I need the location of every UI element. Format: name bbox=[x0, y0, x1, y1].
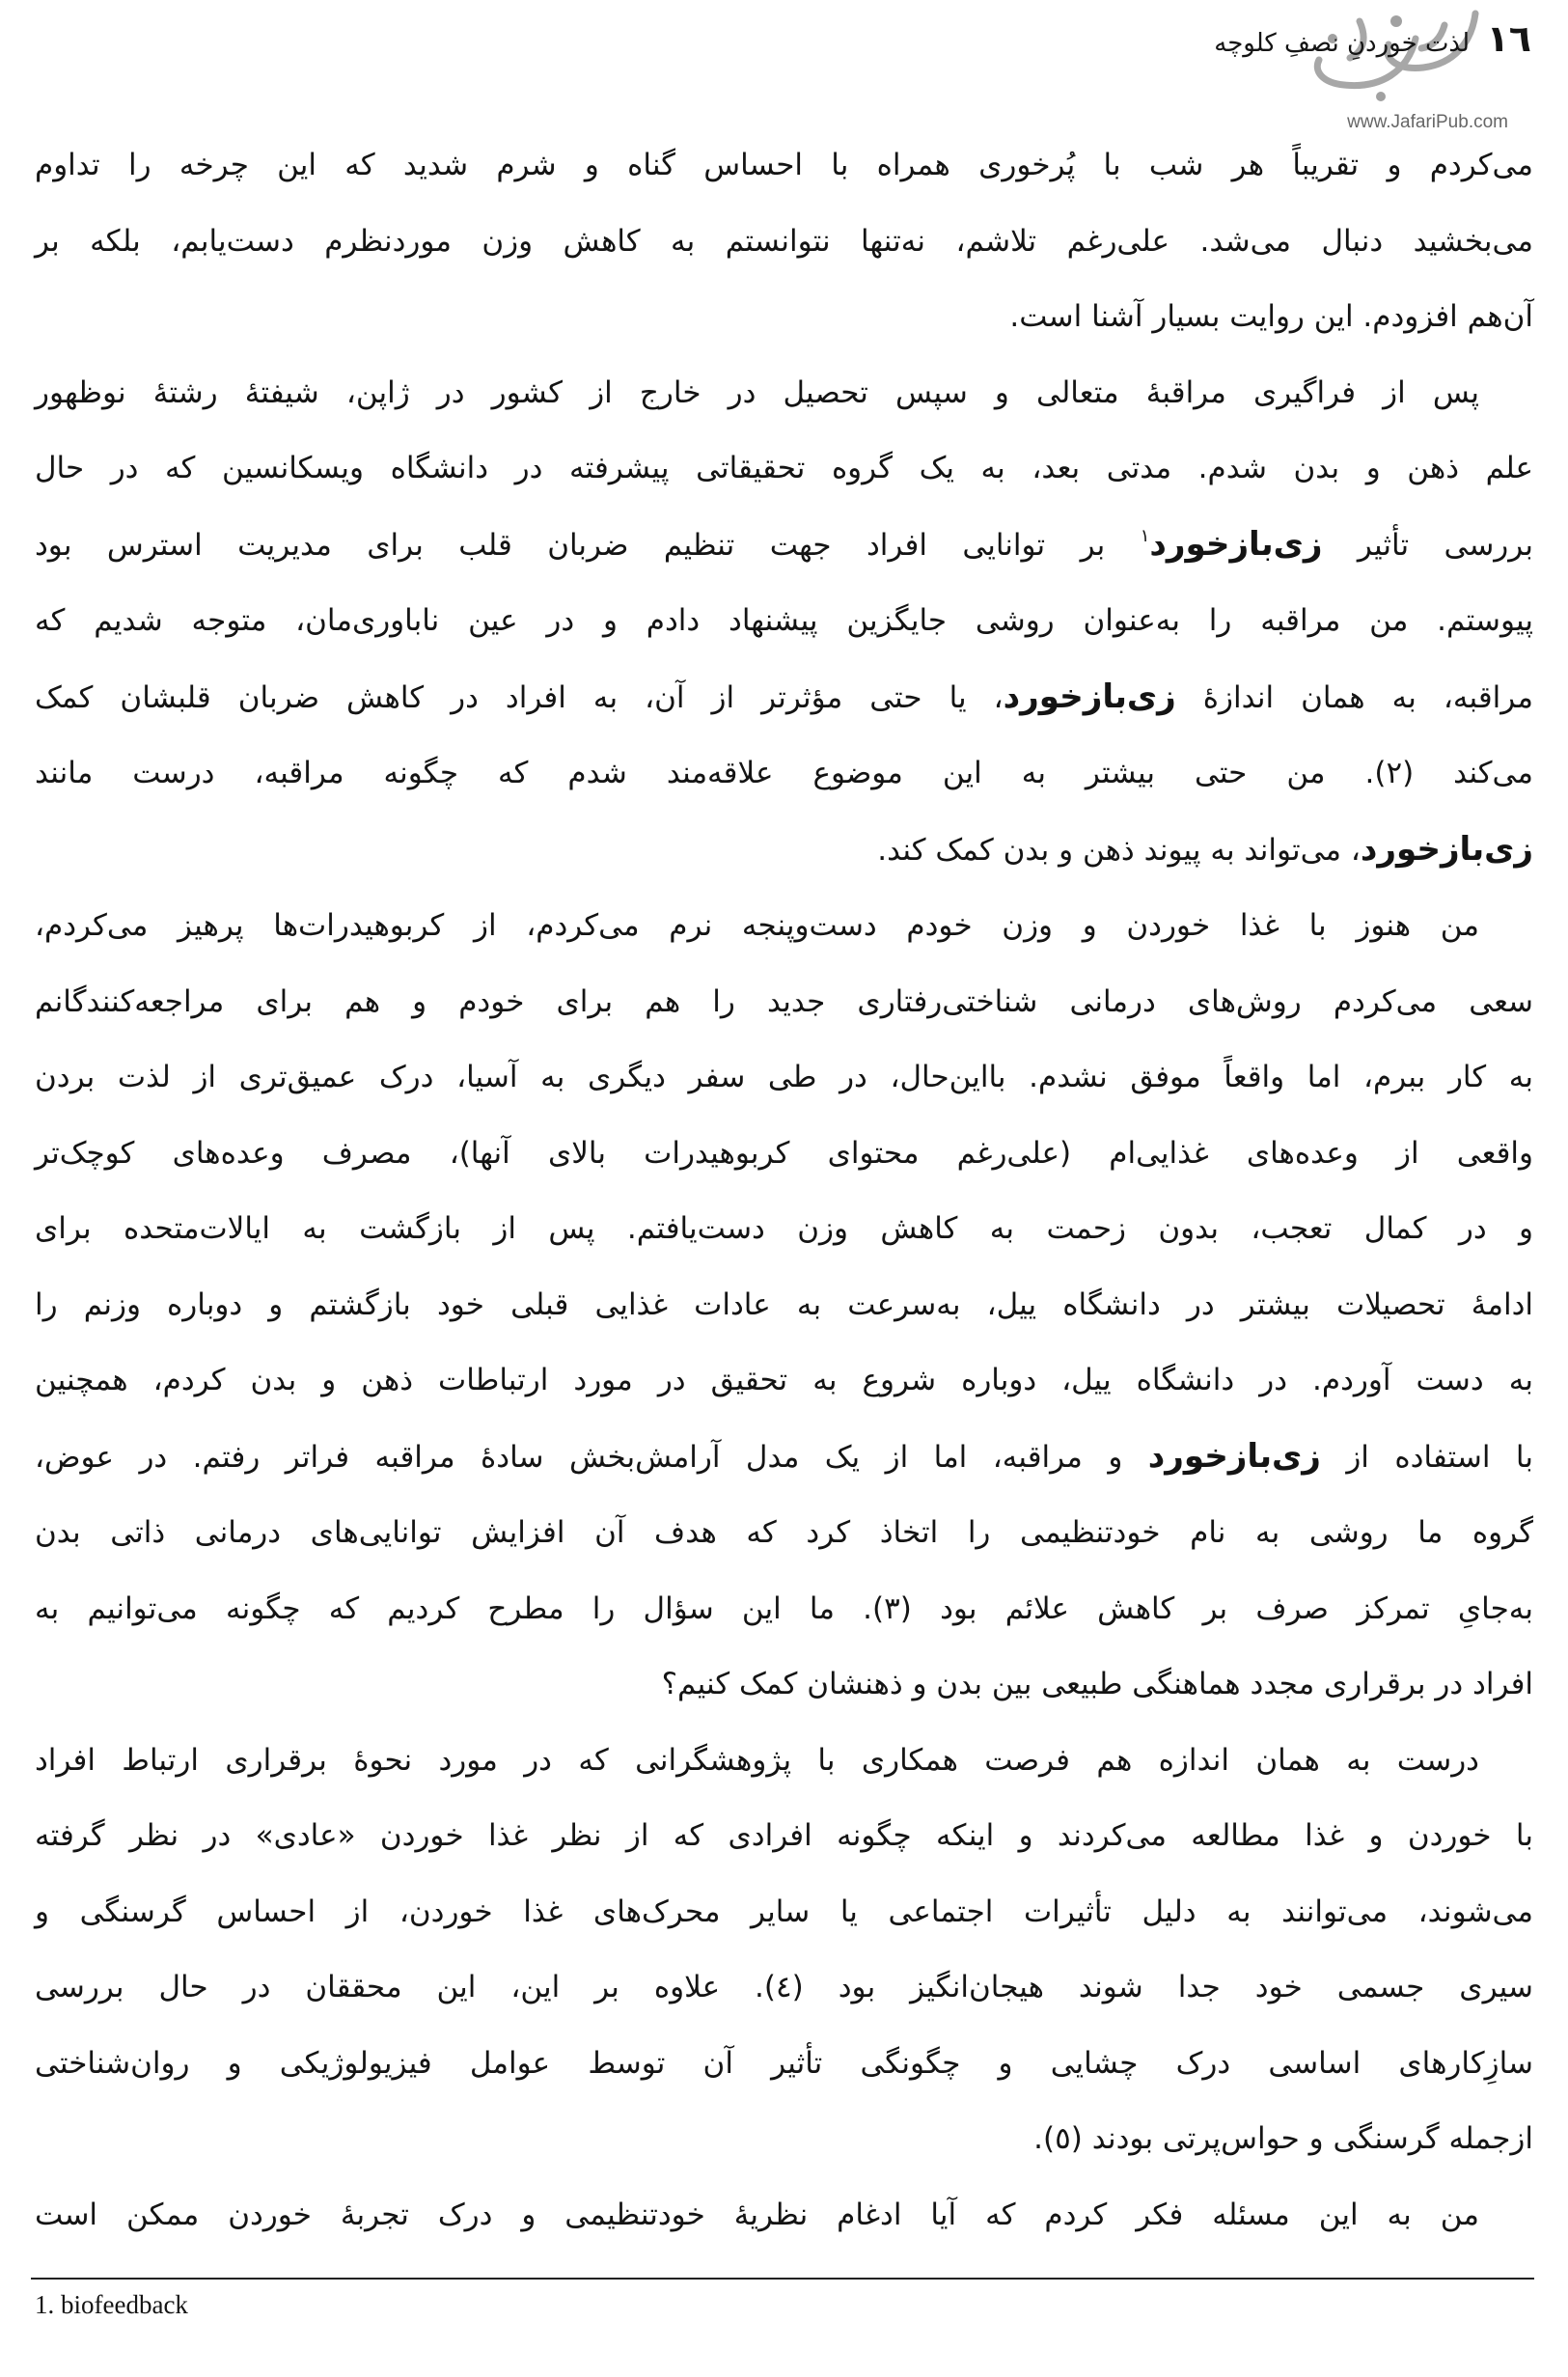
line-text: ، یا حتی مؤثرتر از آن، به افراد در کاهش ضربان قلبشان کمک bbox=[35, 679, 1004, 715]
body-line: سیری جسمی خود جدا شوند هیجان‌انگیز بود (٤). علاوه بر این، این محققان در حال بررسی bbox=[35, 1970, 1533, 2004]
body-line: می‌بخشید دنبال می‌شد. علی‌رغم تلاشم، نه‌تنها نتوانستم به کاهش وزن موردنظرم دست‌یابم، بلکه بر bbox=[35, 223, 1533, 259]
body-line: پیوستم. من مراقبه را به‌عنوان روشی جایگزین پیشنهاد دادم و در عین ناباوری‌مان، متوجه شدیم که bbox=[35, 603, 1533, 638]
body-line: سعی می‌کردم روش‌های درمانی شناختی‌رفتاری جدید را هم برای خودم و هم برای مراجعه‌کنندگانم bbox=[35, 983, 1533, 1019]
key-term: زی‌بازخورد bbox=[1360, 829, 1533, 869]
key-term: زی‌بازخورد bbox=[1149, 524, 1323, 564]
line-text: مراقبه، به همان اندازهٔ bbox=[1175, 679, 1533, 715]
body-line bbox=[35, 812, 1533, 889]
body-line: درست به همان اندازه هم فرصت همکاری با پژوهشگرانی که در مورد نحوهٔ برقراری ارتباط افراد bbox=[35, 1742, 1479, 1778]
body-line bbox=[35, 659, 1533, 736]
body-line: به‌جایِ تمرکز صرف بر کاهش علائم بود (٣). ما این سؤال را مطرح کردیم که چگونه می‌توانیم به bbox=[35, 1590, 1533, 1626]
body-line: سازِکارهای اساسی درک چشایی و چگونگی تأثیر آن توسط عوامل فیزیولوژیکی و روان‌شناختی bbox=[35, 2045, 1533, 2081]
body-line: افراد در برقراری مجدد هماهنگی طبیعی بین بدن و ذهنشان کمک کنیم؟ bbox=[661, 1667, 1533, 1701]
key-term: زی‌بازخورد bbox=[1147, 1436, 1321, 1476]
body-line: ازجمله گرسنگی و حواس‌پرتی بودند (٥). bbox=[1033, 2121, 1533, 2156]
body-line: واقعی از وعده‌های غذایی‌ام (علی‌رغم محتوای کربوهیدرات بالای آنها)، مصرف وعده‌های کوچک‌تر bbox=[35, 1135, 1533, 1171]
body-line: می‌کند (٢). من حتی بیشتر به این موضوع علاقه‌مند شدم که چگونه مراقبه، درست مانند bbox=[35, 756, 1534, 790]
footnote: 1. biofeedback bbox=[35, 2290, 188, 2319]
body-line: من هنوز با غذا خوردن و وزن خودم دست‌وپنجه نرم می‌کردم، از کربوهیدرات‌ها پرهیز می‌کردم، bbox=[35, 908, 1479, 943]
page-number: ١٦ bbox=[1486, 17, 1531, 60]
footnote-divider bbox=[31, 2278, 1534, 2280]
body-line: علم ذهن و بدن شدم. مدتی بعد، به یک گروه تحقیقاتی پیشرفته در دانشگاه ویسکانسین که در حال bbox=[35, 451, 1533, 485]
body-line: ادامهٔ تحصیلات بیشتر در دانشگاه ییل، به‌سرعت به عادات غذایی قبلی خود بازگشتم و دوباره وزنم را bbox=[35, 1286, 1533, 1322]
body-line: به دست آوردم. در دانشگاه ییل، دوباره شروع به تحقیق در مورد ارتباطات ذهن و بدن کردم، همچنین bbox=[35, 1363, 1533, 1397]
body-line bbox=[35, 507, 1533, 584]
line-text: و مراقبه، اما از یک مدل آرامش‌بخش سادهٔ مراقبه فراتر رفتم. در عوض، bbox=[35, 1439, 1148, 1475]
body-line: می‌شوند، می‌توانند به دلیل تأثیرات اجتماعی یا سایر محرک‌های غذا خوردن، از احساس گرسنگی و bbox=[35, 1893, 1533, 1929]
key-term: زی‌بازخورد bbox=[1003, 677, 1176, 716]
body-line: با خوردن و غذا مطالعه می‌کردند و اینکه چگونه افرادی که از نظر غذا خوردن «عادی» در نظر گرفته bbox=[35, 1818, 1533, 1853]
body-line: آن‌هم افزودم. این روایت بسیار آشنا است. bbox=[1009, 299, 1533, 334]
line-text: با استفاده از bbox=[1320, 1439, 1533, 1475]
line-text: بررسی تأثیر bbox=[1322, 527, 1534, 563]
body-line: و در کمال تعجب، بدون زحمت به کاهش وزن دست‌یافتم. پس از بازگشت به ایالات‌متحده برای bbox=[35, 1211, 1533, 1246]
body-line: گروه ما روشی به نام خودتنظیمی را اتخاذ کرد که هدف آن افزایش توانایی‌های درمانی ذاتی بدن bbox=[35, 1515, 1533, 1550]
body-line: به کار ببرم، اما واقعاً موفق نشدم. بااین‌حال، در طی سفر دیگری به آسیا، درک عمیق‌تری از لذت بردن bbox=[35, 1060, 1533, 1094]
body-line bbox=[35, 1419, 1533, 1496]
line-text: ، می‌تواند به پیوند ذهن و بدن کمک کند. bbox=[877, 832, 1361, 868]
publisher-url: www.JafariPub.com bbox=[1347, 112, 1508, 132]
body-line: پس از فراگیری مراقبهٔ متعالی و سپس تحصیل در خارج از کشور در ژاپن، شیفتهٔ رشتهٔ نوظهور bbox=[35, 374, 1479, 410]
body-text bbox=[35, 127, 1533, 2253]
footnote-marker: ١ bbox=[1140, 525, 1150, 546]
line-text: بر توانایی افراد جهت تنظیم ضربان قلب برای مدیریت استرس بود bbox=[35, 527, 1141, 563]
body-line: من به این مسئله فکر کردم که آیا ادغام نظریهٔ خودتنظیمی و درک تجربهٔ خوردن ممکن است bbox=[35, 2197, 1479, 2232]
publisher-logo bbox=[1300, 0, 1493, 118]
running-title: لذت خوردنِ نصفِ کلوچه bbox=[1214, 29, 1470, 58]
body-line: می‌کردم و تقریباً هر شب با پُرخوری همراه با احساس گناه و شرم شدید که این چرخه را تداوم bbox=[35, 148, 1533, 182]
